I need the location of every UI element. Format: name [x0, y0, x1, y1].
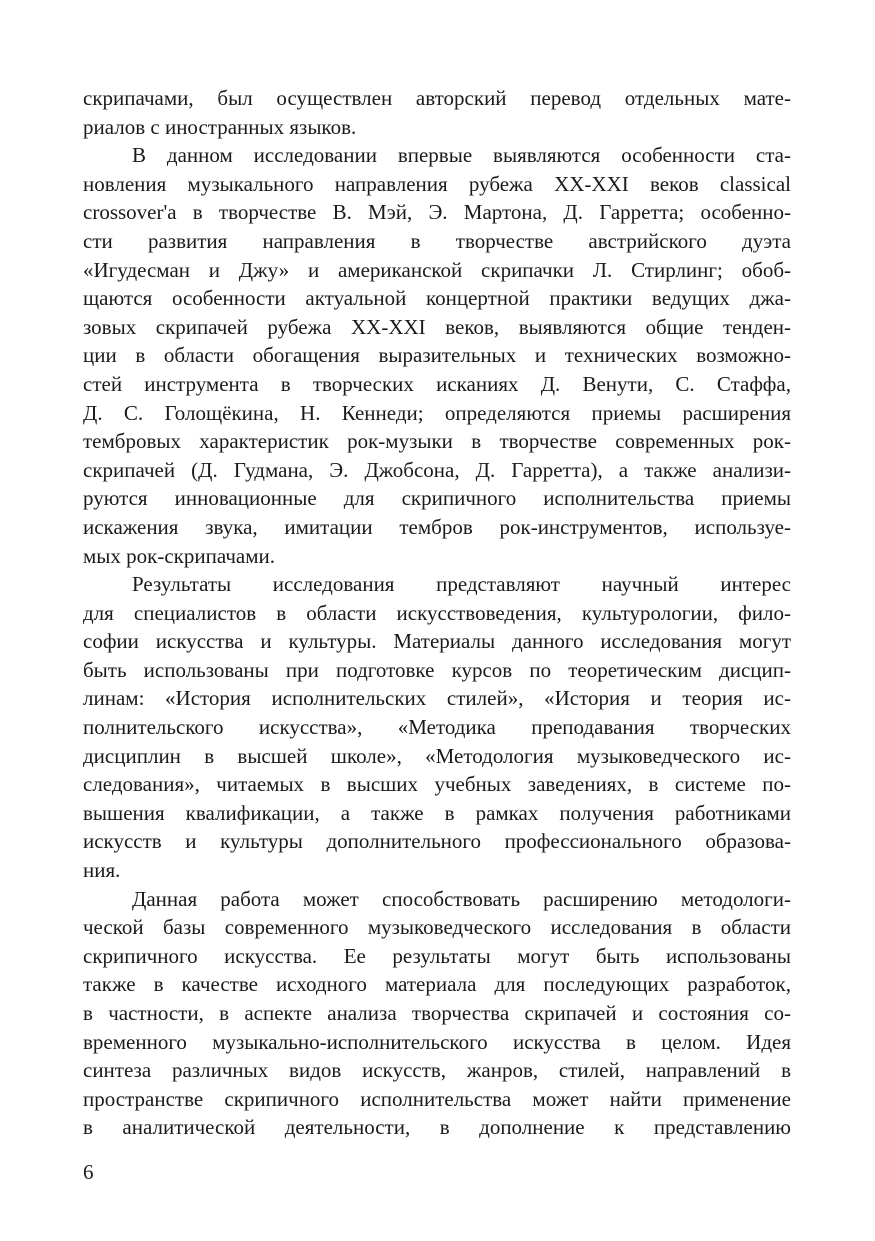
text-line: линам: «История исполнительских стилей», «История и теория ис- [83, 686, 791, 711]
text-line: crossover'a в творчестве В. Мэй, Э. Мартона, Д. Гарретта; особенно- [83, 200, 791, 225]
text-line: щаются особенности актуальной концертной практики ведущих джа- [83, 286, 791, 311]
text-line: синтеза различных видов искусств, жанров, стилей, направлений в [83, 1058, 791, 1083]
text-line: пространстве скрипичного исполнительства может найти применение [83, 1086, 791, 1111]
text-line: сти развития направления в творчестве австрийского дуэта [83, 228, 791, 253]
text-line: В данном исследовании впервые выявляются особенности ста- [132, 143, 791, 168]
text-line: «Игудесман и Джу» и американской скрипачки Л. Стирлинг; обоб- [83, 257, 791, 282]
paragraph-4 [83, 885, 791, 1142]
text-line: быть использованы при подготовке курсов по теоретическим дисцип- [83, 657, 791, 682]
text-line: полнительского искусства», «Методика преподавания творческих [83, 715, 791, 740]
text-line: ния. [83, 858, 121, 883]
text-line: вышения квалификации, а также в рамках получения работниками [83, 800, 791, 825]
text-line: для специалистов в области искусствоведения, культурологии, фило- [83, 600, 791, 625]
text-line: руются инновационные для скрипичного исполнительства приемы [83, 486, 791, 511]
body-text [83, 84, 791, 1142]
text-line: скрипичного искусства. Ее результаты могут быть использованы [83, 943, 791, 968]
text-line: также в качестве исходного материала для последующих разработок, [83, 972, 791, 997]
text-line: Д. С. Голощёкина, Н. Кеннеди; определяются приемы расширения [83, 400, 791, 425]
text-line: ческой базы современного музыковедческого исследования в области [83, 915, 791, 940]
text-line: в частности, в аспекте анализа творчества скрипачей и состояния со- [83, 1001, 791, 1025]
text-line: риалов с иностранных языков. [83, 114, 357, 139]
text-line: искусств и культуры дополнительного профессионального образова- [83, 829, 791, 854]
text-line: Данная работа может способствовать расширению методологи- [132, 886, 791, 911]
text-line: искажения звука, имитации тембров рок-инструментов, используе- [83, 514, 791, 539]
text-line: скрипачей (Д. Гудмана, Э. Джобсона, Д. Гарретта), а также анализи- [83, 457, 791, 482]
text-line: скрипачами, был осуществлен авторский перевод отдельных мате- [83, 86, 791, 110]
text-line: софии искусства и культуры. Материалы данного исследования могут [83, 629, 791, 654]
paragraph-3 [83, 570, 791, 885]
page-number: 6 [83, 1160, 94, 1184]
text-line: Результаты исследования представляют научный интерес [132, 572, 791, 597]
text-line: в аналитической деятельности, в дополнение к представлению [83, 1115, 791, 1140]
text-line: дисциплин в высшей школе», «Методология музыковедческого ис- [83, 743, 791, 768]
text-line: ции в области обогащения выразительных и технических возможно- [83, 343, 791, 368]
text-line: следования», читаемых в высших учебных заведениях, в системе по- [83, 772, 791, 797]
paragraph-1 [83, 84, 791, 141]
text-line: тембровых характеристик рок-музыки в творчестве современных рок- [83, 429, 791, 454]
text-line: мых рок-скрипачами. [83, 543, 275, 568]
text-line: зовых скрипачей рубежа XX-XXI веков, выявляются общие тенден- [83, 314, 791, 339]
text-line: стей инструмента в творческих исканиях Д. Венути, С. Стаффа, [83, 371, 791, 396]
text-line: новления музыкального направления рубежа XX-XXI веков classical [83, 171, 791, 196]
text-line: временного музыкально-исполнительского искусства в целом. Идея [83, 1029, 791, 1054]
paragraph-2 [83, 141, 791, 570]
